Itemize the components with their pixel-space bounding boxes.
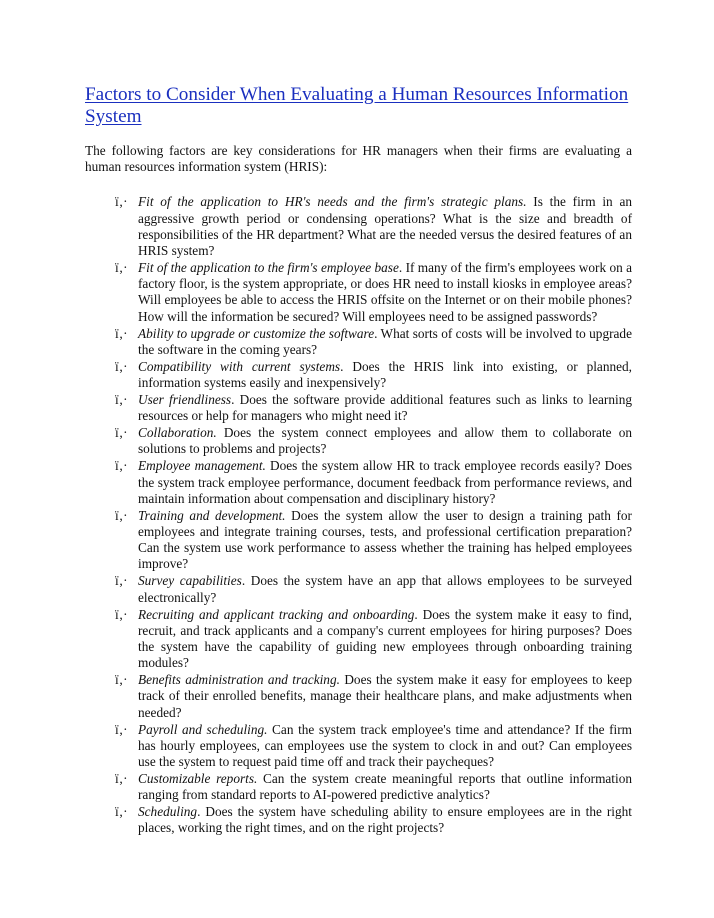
factor-text: . Does the system have an app that allows employees to be surveyed electronically? — [138, 573, 632, 605]
bullet-glyph: ï‚· — [115, 194, 128, 210]
bullet-glyph: ï‚· — [115, 606, 128, 622]
factor-text: Does the system connect employees and allow them to collaborate on solutions to problems and projects? — [138, 425, 632, 457]
intro-paragraph: The following factors are key considerations for HR managers when their firms are evaluating a human resources information system (HRIS): — [85, 143, 632, 175]
factor-list — [85, 194, 632, 836]
factor-name: Scheduling — [138, 804, 198, 820]
factor-text: Does the system allow the user to design a training path for employees and integrate training courses, tests, and professional certification preparation? Can the system use work performance to assess whether the training has helped employees improve? — [138, 507, 632, 572]
factor-item-1 — [115, 194, 633, 259]
factor-name: Benefits administration and tracking. — [138, 672, 340, 688]
factor-item-10 — [115, 606, 632, 672]
factor-item-6 — [115, 425, 632, 457]
bullet-glyph: ï‚· — [115, 458, 128, 474]
factor-text: . Does the system have scheduling ability to ensure employees are in the right places, working the right times, and on the right projects? — [138, 804, 632, 836]
factor-item-4 — [115, 358, 632, 391]
bullet-glyph: ï‚· — [115, 771, 128, 787]
factor-item-2 — [115, 260, 633, 325]
factor-name: Fit of the application to HR's needs and the firm's strategic plans. — [138, 194, 527, 210]
factor-text: . What sorts of costs will be involved to upgrade the software in the coming years? — [138, 325, 632, 357]
factor-text: . Does the system make it easy to find, recruit, and track applicants and a company's current employees for hiring purposes? Does the system have the capability of guiding new employees through onboarding training modules? — [138, 606, 632, 671]
factor-text: . If many of the firm's employees work on a factory floor, is the system appropriate, or does HR need to install kiosks in employee areas? Will employees be able to access the HRIS offsite on the Internet or on their mobile phones? How will the information be secured? Will employees need to be assigned passwords? — [138, 260, 633, 324]
factor-text: Does the system allow HR to track employee records easily? Does the system track employee performance, document feedback from performance reviews, and maintain information about compensation and disciplinary history? — [138, 458, 632, 506]
bullet-glyph: ï‚· — [115, 425, 128, 441]
factor-name: Fit of the application to the firm's employee base — [138, 260, 399, 276]
factor-name: Customizable reports. — [138, 771, 258, 787]
page-title[interactable]: Factors to Consider When Evaluating a Human Resources Information System — [85, 84, 629, 127]
bullet-glyph: ï‚· — [115, 573, 128, 589]
factor-text: . Does the HRIS link into existing, or planned, information systems easily and inexpensively? — [138, 358, 632, 391]
factor-name: Collaboration. — [138, 425, 217, 441]
bullet-glyph: ï‚· — [115, 804, 128, 820]
bullet-glyph: ï‚· — [115, 507, 128, 523]
factor-item-14 — [115, 804, 632, 836]
factor-name: Survey capabilities — [138, 573, 242, 589]
factor-item-7 — [115, 458, 632, 507]
factor-text: Can the system create meaningful reports that outline information ranging from standard reports to AI-powered predictive analytics? — [138, 771, 632, 803]
factor-name: Training and development. — [138, 507, 286, 523]
bullet-glyph: ï‚· — [115, 325, 128, 341]
bullet-glyph: ï‚· — [115, 358, 128, 374]
factor-item-5 — [115, 392, 632, 424]
bullet-glyph: ï‚· — [115, 721, 128, 737]
factor-item-11 — [115, 672, 633, 721]
factor-item-9 — [115, 573, 632, 605]
factor-text: Is the firm in an aggressive growth period or condensing operations? What is the size and breadth of responsibilities of the HR department? What are the needed versus the desired features of an HRIS system? — [138, 194, 633, 259]
factor-name: Ability to upgrade or customize the software — [138, 325, 375, 341]
factor-name: Compatibility with current systems — [138, 358, 341, 374]
factor-text: Does the system make it easy for employees to keep track of their enrolled benefits, manage their healthcare plans, and make adjustments when needed? — [138, 672, 633, 720]
factor-text: . Does the software provide additional features such as links to learning resources or help for managers who might need it? — [138, 392, 632, 424]
bullet-glyph: ï‚· — [115, 392, 128, 408]
factor-name: Payroll and scheduling. — [138, 721, 268, 737]
factor-item-3 — [115, 325, 632, 358]
factor-name: Employee management. — [138, 458, 266, 474]
bullet-glyph: ï‚· — [115, 260, 128, 276]
factor-name: Recruiting and applicant tracking and onboarding — [138, 606, 415, 622]
factor-name: User friendliness — [138, 392, 232, 408]
factor-text: Can the system track employee's time and attendance? If the firm has hourly employees, can employees use the system to clock in and out? Can employees use the system to request paid time off and track their paycheques? — [138, 721, 632, 770]
bullet-glyph: ï‚· — [115, 672, 128, 688]
factor-item-12 — [115, 721, 632, 771]
factor-item-8 — [115, 507, 632, 573]
factor-item-13 — [115, 771, 632, 803]
